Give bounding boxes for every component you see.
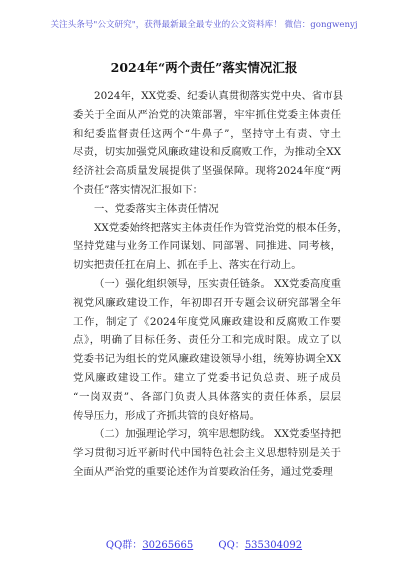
paragraph-line: （二）加强理论学习，筑牢思想防线。 XX党委坚持把 <box>94 428 341 441</box>
paragraph-line: 2024年，XX党委、纪委认真贯彻落实党中央、省市县 <box>94 90 344 102</box>
paragraph-line: “一岗双责”、各部门负责人具体落实的责任体系，层层 <box>73 390 341 403</box>
paragraph-line: 党风廉政建设工作。建立了党委书记负总责、班子成员 <box>73 371 341 384</box>
paragraph-line: 和纪委监督责任这两个“牛鼻子”，坚持守土有责、守土 <box>73 127 341 140</box>
paragraph-line: 委关于全面从严治党的决策部署，牢牢抓住党委主体责任 <box>73 108 341 121</box>
qq-number[interactable]: 535304092 <box>244 540 303 551</box>
promo-banner[interactable]: 关注头条号"公文研究"，获得最新最全最专业的公文资料库！ 微信：gongwenyj <box>50 20 358 30</box>
paragraph-line: 学习贯彻习近平新时代中国特色社会主义思想特别是关于 <box>73 447 341 460</box>
paragraph-line: 点》，明确了目标任务、责任分工和完成时限。成立了以 <box>73 334 341 347</box>
paragraph-line: XX党委始终把落实主体责任作为管党治党的根本任务， <box>94 221 348 234</box>
paragraph-line: 坚持党建与业务工作同谋划、同部署、同推进、同考核， <box>73 240 341 253</box>
qq-label: QQ： <box>218 540 245 551</box>
paragraph-line: 经济社会高质量发展提供了坚强保障。现将2024年度“两 <box>73 165 341 178</box>
contact-footer <box>0 536 408 551</box>
paragraph-line: 党委书记为组长的党风廉政建设领导小组，统筹协调全XX <box>73 353 341 366</box>
qq-contact[interactable] <box>218 536 302 551</box>
paragraph-line: 全面从严治党的重要论述作为首要政治任务，通过党委理 <box>73 465 333 478</box>
document-title: 2024年“两个责任”落实情况汇报 <box>110 60 298 75</box>
paragraph-line: 尽责，切实加强党风廉政建设和反腐败工作，为推动全XX <box>73 146 341 159</box>
qq-group-label: QQ群： <box>105 540 143 551</box>
qq-group-number[interactable]: 30265665 <box>142 540 194 551</box>
document-body <box>73 87 348 482</box>
paragraph-line: （一）强化组织领导，压实责任链条。 XX党委高度重 <box>94 277 341 290</box>
section-heading: 一、党委落实主体责任情况 <box>94 202 219 215</box>
qq-group-contact[interactable] <box>106 536 193 551</box>
paragraph-line: 个责任”落实情况汇报如下： <box>73 183 203 196</box>
paragraph-line: 视党风廉政建设工作，年初即召开专题会议研究部署全年 <box>73 296 341 309</box>
paragraph-line: 传导压力，形成了齐抓共管的良好格局。 <box>73 409 261 422</box>
paragraph-line: 工作，制定了《2024年度党风廉政建设和反腐败工作要 <box>73 315 341 328</box>
paragraph-line: 切实把责任扛在肩上、抓在手上、落实在行动上。 <box>73 259 302 272</box>
